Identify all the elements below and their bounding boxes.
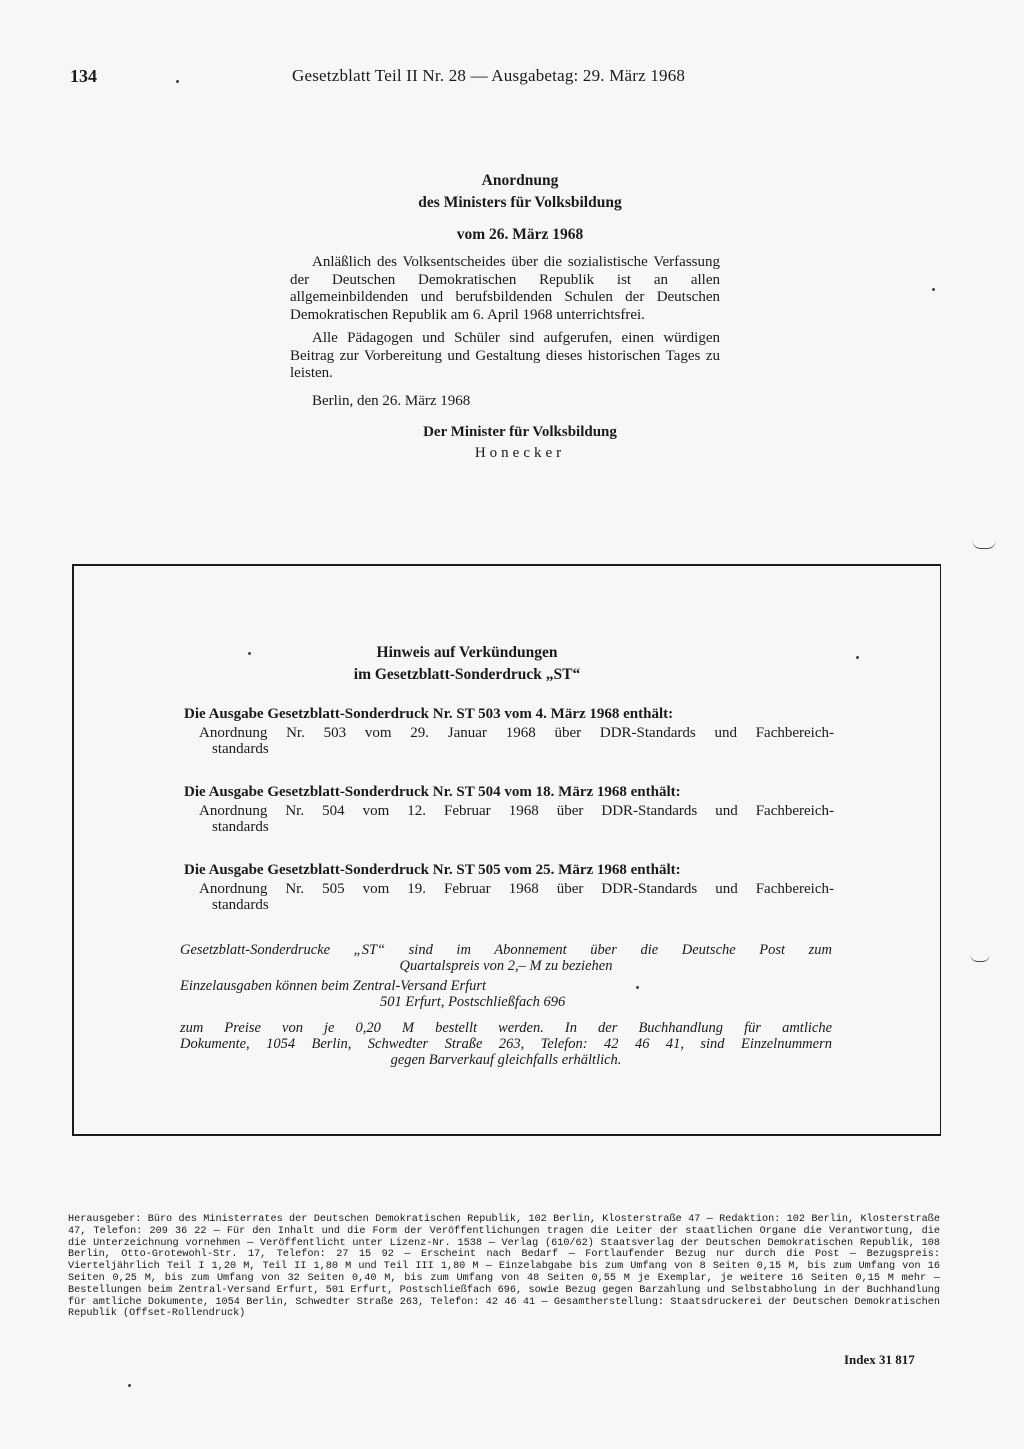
scan-speck	[636, 986, 639, 989]
margin-mark	[972, 540, 996, 549]
margin-mark	[970, 954, 990, 962]
scan-speck	[248, 652, 251, 655]
issue-heading: Die Ausgabe Gesetzblatt-Sonderdruck Nr. ST 505 vom 25. März 1968 enthält:	[184, 862, 681, 878]
page-number: 134	[70, 66, 97, 86]
imprint: Herausgeber: Büro des Ministerrates der Deutschen Demokratischen Republik, 102 Berlin, Klosterstraße 47 — Redaktion: 102 Berlin, Klosterstraße 47, Telefon: 209 36 22 — Für den Inhalt und die Form der Veröffentlichungen tragen die Leiter der staatlichen Organe die Verantwortung, die die Unterzeichnung vornehmen — Veröffentlicht unter Lizenz-Nr. 1538 — Verlag (610/62) Staatsverlag der Deutschen Demokratischen Republik, 108 Berlin, Otto-Grotewohl-Str. 17, Telefon: 27 15 92 — Erscheint nach Bedarf — Fortlaufender Bezug nur durch die Post — Bezugspreis: Vierteljährlich Teil I 1,20 M, Teil II 1,80 M und Teil III 1,80 M — Einzelabgabe bis zum Umfang von 8 Seiten 0,15 M, bis zum Umfang von 16 Seiten 0,25 M, bis zum Umfang von 32 Seiten 0,40 M, bis zum Umfang von 48 Seiten 0,55 M je Exemplar, je weitere 16 Seiten 0,15 M mehr — Bestellungen beim Zentral-Versand Erfurt, 501 Erfurt, Postschließfach 696, sowie Bezug gegen Barzahlung und Selbstabholung in der Buchhandlung für amtliche Dokumente, 1054 Berlin, Schwedter Straße 263, Telefon: 42 46 41 — Gesamtherstellung: Staatsdruckerei der Deutschen Demokratischen Republik (Offset-Rollendruck)	[68, 1214, 940, 1320]
decree-title	[320, 170, 720, 214]
subscription-note	[180, 942, 832, 974]
notice-title-line1: Hinweis auf Verkündungen	[376, 644, 558, 661]
single-copy-line-1: Einzelausgaben können beim Zentral-Versand Erfurt	[180, 978, 487, 994]
signer-title: Der Minister für Volksbildung	[423, 423, 617, 440]
price-line-3: gegen Barverkauf gleichfalls erhältlich.	[390, 1052, 622, 1068]
decree-date: vom 26. März 1968	[456, 226, 584, 243]
decree-title-line2: des Ministers für Volksbildung	[418, 194, 622, 211]
scan-speck	[932, 288, 935, 291]
notice-title	[34, 642, 900, 686]
scan-speck	[176, 80, 179, 83]
decree-paragraph-1: Anläßlich des Volksentscheides über die sozialistische Verfassung der Deutschen Demokratischen Republik ist an allen allgemeinbildenden und berufsbildenden Schulen der Deutschen Demokratischen Republik am 6. April 1968 unterrichtsfrei.	[290, 254, 720, 323]
issue-heading: Die Ausgabe Gesetzblatt-Sonderdruck Nr. ST 503 vom 4. März 1968 enthält:	[184, 706, 674, 722]
issue-text-continued: standards	[212, 741, 269, 757]
running-title: Gesetzblatt Teil II Nr. 28 — Ausgabetag: 29. März 1968	[292, 66, 686, 85]
page-header	[70, 66, 770, 94]
decree-paragraph-2: Alle Pädagogen und Schüler sind aufgerufen, einen würdigen Beitrag zur Vorbereitung und Gestaltung dieses historischen Tages zu leisten.	[290, 330, 720, 381]
signer-name: Honecker	[474, 444, 566, 461]
subscription-line-2: Quartalspreis von 2,– M zu beziehen	[399, 958, 613, 974]
price-line-1: zum Preise von je 0,20 M bestellt werden. In der Buchhandlung für amtliche	[180, 1020, 832, 1036]
issue-entry-503	[184, 706, 834, 757]
scan-speck	[128, 1384, 131, 1387]
decree-section	[290, 170, 720, 462]
place-date: Berlin, den 26. März 1968	[312, 392, 471, 409]
issue-entry-505	[184, 862, 834, 913]
subscription-line-1: Gesetzblatt-Sonderdrucke „ST“ sind im Abonnement über die Deutsche Post zum	[180, 942, 832, 958]
index-number: Index 31 817	[844, 1352, 915, 1367]
notice-title-line2: im Gesetzblatt-Sonderdruck „ST“	[353, 666, 581, 683]
issue-heading: Die Ausgabe Gesetzblatt-Sonderdruck Nr. ST 504 vom 18. März 1968 enthält:	[184, 784, 681, 800]
issue-text: Anordnung Nr. 504 vom 12. Februar 1968 über DDR-Standards und Fachbereich-	[199, 803, 834, 819]
single-copy-line-2: 501 Erfurt, Postschließfach 696	[380, 994, 566, 1010]
issue-entry-504	[184, 784, 834, 835]
scan-speck	[856, 656, 859, 659]
price-line-2: Dokumente, 1054 Berlin, Schwedter Straße 263, Telefon: 42 46 41, sind Einzelnummern	[180, 1036, 832, 1052]
issue-text-continued: standards	[212, 819, 269, 835]
issue-text-continued: standards	[212, 897, 269, 913]
single-copy-note	[180, 978, 832, 1010]
issue-text: Anordnung Nr. 505 vom 19. Februar 1968 über DDR-Standards und Fachbereich-	[199, 881, 834, 897]
issue-text: Anordnung Nr. 503 vom 29. Januar 1968 über DDR-Standards und Fachbereich-	[199, 725, 834, 741]
decree-title-line1: Anordnung	[481, 172, 559, 189]
notice-box	[72, 564, 941, 1136]
price-note	[180, 1020, 832, 1068]
